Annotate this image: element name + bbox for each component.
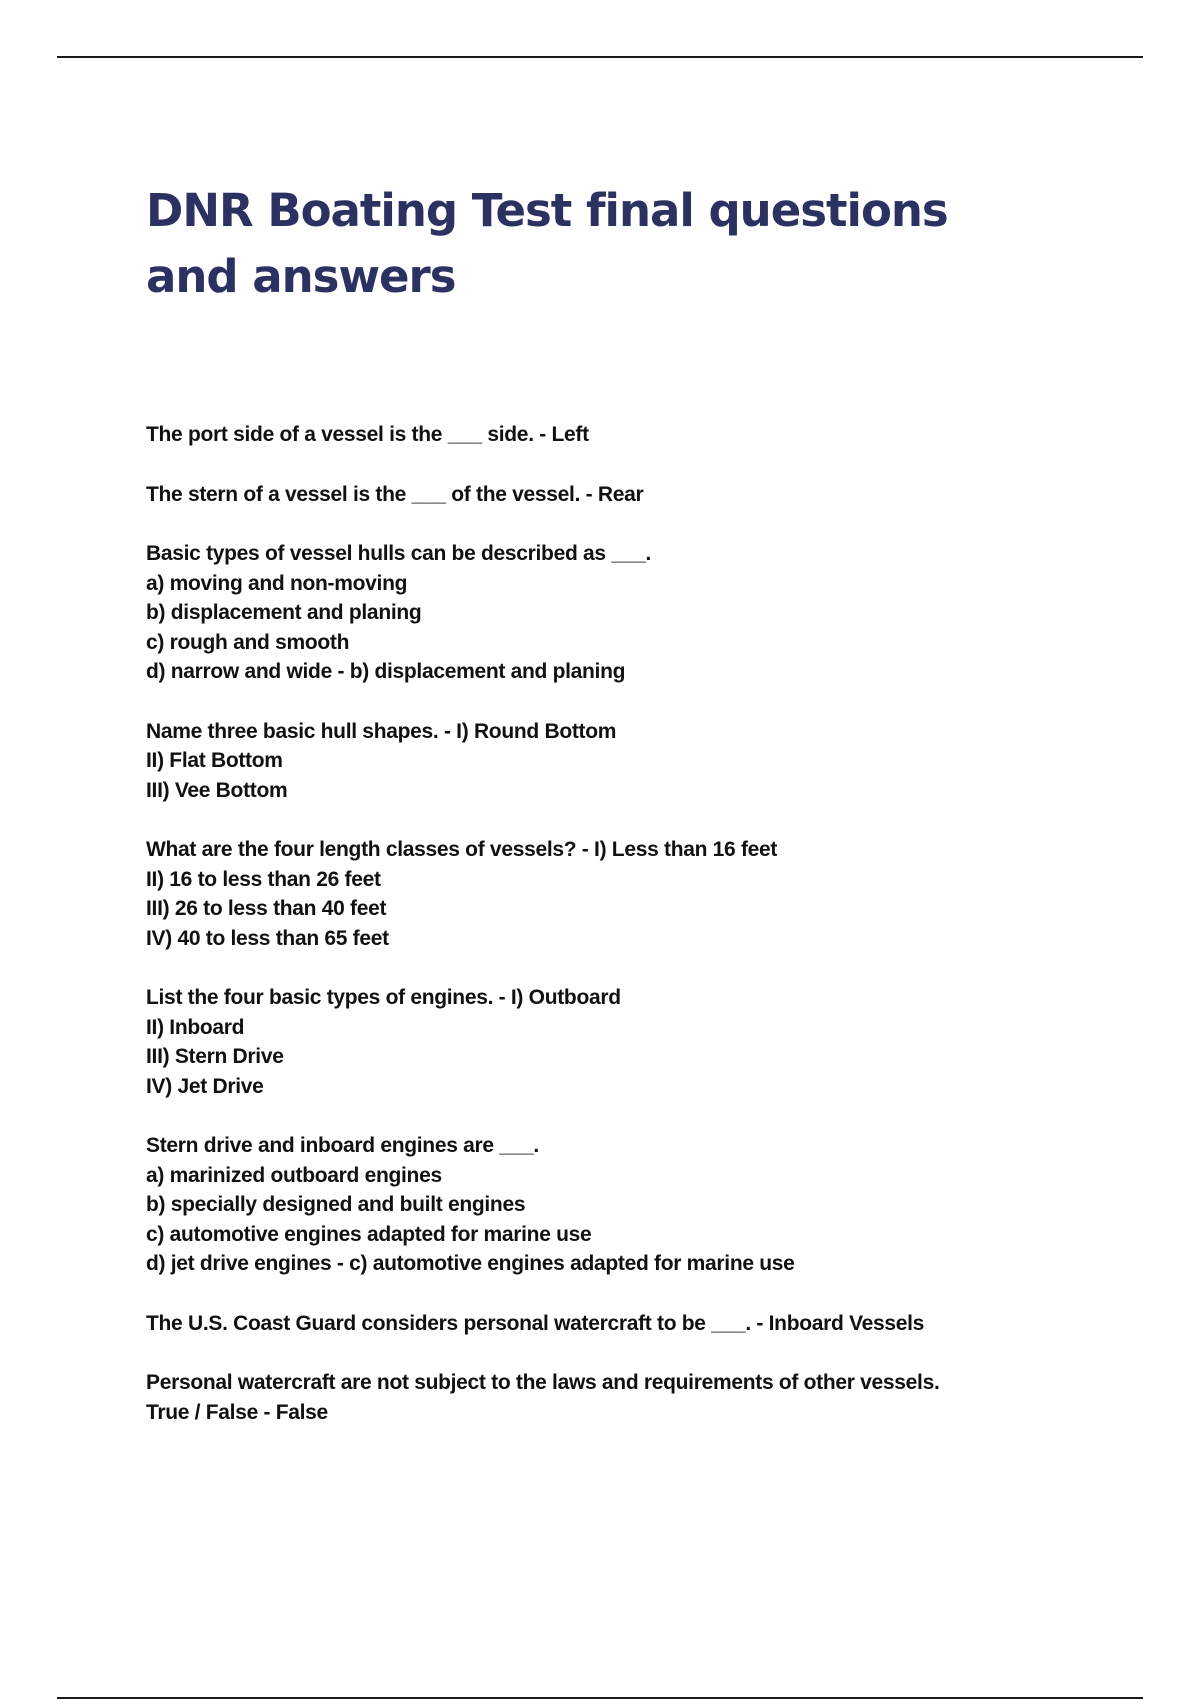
document-title: DNR Boating Test final questions and answers xyxy=(146,184,948,303)
qa-item xyxy=(146,717,1126,806)
qa-item xyxy=(146,1131,1126,1279)
question-line: Stern drive and inboard engines are ___. xyxy=(146,1134,539,1157)
answer-line: True / False - False xyxy=(146,1400,328,1424)
answer-line: II) Inboard xyxy=(146,1015,245,1039)
answer-line: c) rough and smooth xyxy=(146,630,350,654)
answer-line: a) marinized outboard engines xyxy=(146,1163,442,1187)
question-line: Name three basic hull shapes. - I) Round Bottom xyxy=(146,719,617,743)
bottom-divider xyxy=(57,1697,1143,1699)
answer-line: c) automotive engines adapted for marine use xyxy=(146,1222,592,1246)
answer-line: d) narrow and wide - b) displacement and planing xyxy=(146,660,626,683)
qa-item xyxy=(146,1368,1126,1427)
answer-line: II) Flat Bottom xyxy=(146,749,283,772)
qa-item xyxy=(146,983,1126,1101)
answer-line: b) displacement and planing xyxy=(146,601,422,624)
answer-line: III) 26 to less than 40 feet xyxy=(146,897,387,920)
answer-line: III) Vee Bottom xyxy=(146,778,288,802)
question-line: The U.S. Coast Guard considers personal watercraft to be ___. - Inboard Vessels xyxy=(146,1311,925,1335)
qa-item xyxy=(146,420,1126,450)
qa-item xyxy=(146,835,1126,953)
answer-line: b) specially designed and built engines xyxy=(146,1193,526,1216)
answer-line: d) jet drive engines - c) automotive engines adapted for marine use xyxy=(146,1252,795,1275)
answer-line: IV) Jet Drive xyxy=(146,1074,264,1098)
qa-item xyxy=(146,480,1126,510)
question-line: Basic types of vessel hulls can be described as ___. xyxy=(146,542,651,565)
question-line: List the four basic types of engines. - I) Outboard xyxy=(146,986,621,1009)
qa-list xyxy=(146,420,1126,1457)
answer-line: IV) 40 to less than 65 feet xyxy=(146,926,389,950)
answer-line: II) 16 to less than 26 feet xyxy=(146,867,381,891)
qa-item xyxy=(146,1309,1126,1339)
question-line: The port side of a vessel is the ___ side. - Left xyxy=(146,423,589,446)
question-line: What are the four length classes of vessels? - I) Less than 16 feet xyxy=(146,838,778,861)
question-line: The stern of a vessel is the ___ of the vessel. - Rear xyxy=(146,482,644,506)
qa-item xyxy=(146,539,1126,687)
question-line: Personal watercraft are not subject to the laws and requirements of other vessels. xyxy=(146,1371,940,1394)
top-divider xyxy=(57,56,1143,58)
answer-line: a) moving and non-moving xyxy=(146,571,408,595)
answer-line: III) Stern Drive xyxy=(146,1045,284,1068)
